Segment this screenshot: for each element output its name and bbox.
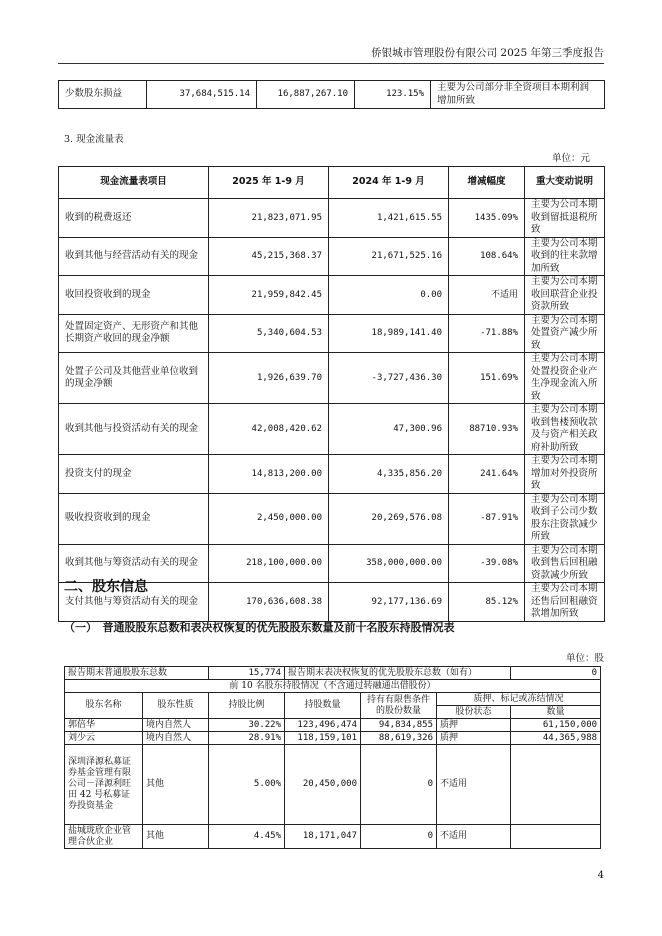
col-header-pledge: 质押、标记或冻结情况 — [437, 693, 601, 706]
holding-qty: 18,171,047 — [285, 825, 361, 849]
change-rate: 85.12% — [449, 583, 525, 622]
page-number: 4 — [597, 870, 604, 881]
shareholder-rows — [65, 719, 601, 849]
change-rate: 241.64% — [449, 455, 525, 494]
total-holders-label: 报告期末普通股股东总数 — [65, 667, 209, 680]
table-row — [65, 745, 601, 825]
change-rate: -71.88% — [449, 314, 525, 353]
table-row — [59, 353, 605, 404]
change-rate: 151.69% — [449, 353, 525, 404]
value-2024: 47,300.96 — [329, 404, 449, 455]
table-row — [59, 276, 605, 315]
col-header-change: 增减幅度 — [449, 167, 525, 199]
change-reason: 主要为公司本期收到留抵退税所致 — [525, 199, 605, 238]
holding-qty: 20,450,000 — [285, 745, 361, 825]
row-item: 收到其他与筹资活动有关的现金 — [59, 544, 209, 583]
col-header-qty: 持股数量 — [285, 693, 361, 719]
restricted-qty: 0 — [361, 745, 437, 825]
change-rate: -39.08% — [449, 544, 525, 583]
row-item: 处置固定资产、无形资产和其他长期资产收回的现金净额 — [59, 314, 209, 353]
change-rate: -87.91% — [449, 493, 525, 544]
col-header-restricted: 持有有限售条件的股份数量 — [361, 693, 437, 719]
table-row — [59, 404, 605, 455]
holding-qty: 123,496,474 — [285, 719, 361, 732]
top10-caption: 前 10 名股东持股情况（不含通过转融通出借股份） — [65, 680, 601, 693]
change-reason: 主要为公司本期收到子公司少数股东注资款减少所致 — [525, 493, 605, 544]
cashflow-unit: 单位：元 — [551, 153, 590, 164]
row-item: 处置子公司及其他营业单位收到的现金净额 — [59, 353, 209, 404]
value-2025: 42,008,420.62 — [209, 404, 329, 455]
value-2024: 20,269,576.08 — [329, 493, 449, 544]
row-item: 收回投资收到的现金 — [59, 276, 209, 315]
value-2024: 0.00 — [329, 276, 449, 315]
col-header-item: 现金流量表项目 — [59, 167, 209, 199]
table-row — [59, 314, 605, 353]
table-row — [65, 719, 601, 732]
col-header-2025: 2025 年 1-9 月 — [209, 167, 329, 199]
pledge-status: 质押 — [437, 732, 511, 745]
row-item: 收到的税费返还 — [59, 199, 209, 238]
change-reason: 主要为公司本期收到售楼预收款及与资产相关政府补助所致 — [525, 404, 605, 455]
restricted-qty: 0 — [361, 825, 437, 849]
change-reason: 主要为公司本期处置投资企业产生净现金流入所致 — [525, 353, 605, 404]
table-row — [59, 493, 605, 544]
row-item: 收到其他与投资活动有关的现金 — [59, 404, 209, 455]
table-row — [65, 732, 601, 745]
change-reason: 主要为公司本期收到售后回租融资款减少所致 — [525, 544, 605, 583]
holding-ratio: 5.00% — [209, 745, 285, 825]
pledge-count: 61,150,000 — [511, 719, 601, 732]
shareholder-table — [64, 666, 601, 849]
col-header-reason: 重大变动说明 — [525, 167, 605, 199]
shareholder-name: 刘少云 — [65, 732, 143, 745]
change-rate: 123.15% — [355, 81, 431, 109]
value-2024: 4,335,856.20 — [329, 455, 449, 494]
table-row — [59, 237, 605, 276]
shareholder-name: 盐城珑欣企业管理合伙企业 — [65, 825, 143, 849]
pref-holders-label: 报告期末表决权恢复的优先股股东总数（如有） — [285, 667, 511, 680]
cashflow-table — [58, 166, 605, 622]
total-holders-value: 15,774 — [209, 667, 285, 680]
value-2024: 358,000,000.00 — [329, 544, 449, 583]
row-item: 收到其他与经营活动有关的现金 — [59, 237, 209, 276]
value-2025: 2,450,000.00 — [209, 493, 329, 544]
change-reason: 主要为公司本期收到的往来款增加所致 — [525, 237, 605, 276]
col-header-status: 股份状态 — [437, 706, 511, 719]
row-label: 少数股东损益 — [59, 81, 147, 109]
table-row — [65, 825, 601, 849]
value-2025: 37,684,515.14 — [147, 81, 257, 109]
shareholder-unit: 单位：股 — [565, 653, 604, 664]
header-title: 侨银城市管理股份有限公司 2025 年第三季度报告 — [371, 47, 604, 59]
table-row — [65, 680, 601, 693]
shareholder-nature: 其他 — [143, 825, 209, 849]
table-header-row — [59, 167, 605, 199]
col-header-ratio: 持股比例 — [209, 693, 285, 719]
value-2025: 45,215,368.37 — [209, 237, 329, 276]
subsection-title: （一） 普通股股东总数和表决权恢复的优先股股东数量及前十名股东持股情况表 — [64, 621, 455, 634]
value-2024: 18,989,141.40 — [329, 314, 449, 353]
value-2025: 5,340,604.53 — [209, 314, 329, 353]
table-row — [59, 455, 605, 494]
pledge-status: 不适用 — [437, 825, 511, 849]
value-2024: 16,887,267.10 — [257, 81, 355, 109]
change-reason: 主要为公司本期收回联营企业投资款所致 — [525, 276, 605, 315]
pledge-count: 44,365,988 — [511, 732, 601, 745]
header-rule — [58, 63, 604, 64]
change-rate: 88710.93% — [449, 404, 525, 455]
value-2025: 21,823,071.95 — [209, 199, 329, 238]
holding-ratio: 4.45% — [209, 825, 285, 849]
restricted-qty: 94,834,855 — [361, 719, 437, 732]
col-header-count: 数量 — [511, 706, 601, 719]
value-2024: 1,421,615.55 — [329, 199, 449, 238]
table-header-row — [65, 693, 601, 706]
row-item: 吸收投资收到的现金 — [59, 493, 209, 544]
table-row — [59, 199, 605, 238]
change-reason: 主要为公司部分非全资项目本期利润增加所致 — [431, 81, 605, 109]
col-header-name: 股东名称 — [65, 693, 143, 719]
change-rate: 108.64% — [449, 237, 525, 276]
holding-ratio: 30.22% — [209, 719, 285, 732]
pref-holders-value: 0 — [511, 667, 601, 680]
pledge-status: 不适用 — [437, 745, 511, 825]
cashflow-section-title: 3. 现金流量表 — [64, 134, 124, 145]
row-item: 投资支付的现金 — [59, 455, 209, 494]
row-item: 支付其他与筹资活动有关的现金 — [59, 583, 209, 622]
value-2025: 21,959,842.45 — [209, 276, 329, 315]
value-2024: 21,671,525.16 — [329, 237, 449, 276]
cashflow-rows — [59, 199, 605, 622]
value-2025: 170,636,608.38 — [209, 583, 329, 622]
shareholder-nature: 境内自然人 — [143, 732, 209, 745]
minority-table — [58, 80, 605, 109]
value-2025: 14,813,200.00 — [209, 455, 329, 494]
restricted-qty: 88,619,326 — [361, 732, 437, 745]
shareholder-nature: 其他 — [143, 745, 209, 825]
value-2024: 92,177,136.69 — [329, 583, 449, 622]
change-reason: 主要为公司本期增加对外投资所致 — [525, 455, 605, 494]
pledge-status: 质押 — [437, 719, 511, 732]
pledge-count — [511, 745, 601, 825]
col-header-nature: 股东性质 — [143, 693, 209, 719]
pledge-count — [511, 825, 601, 849]
section-title: 二、股东信息 — [64, 579, 148, 595]
table-row — [65, 667, 601, 680]
value-2025: 1,926,639.70 — [209, 353, 329, 404]
table-row — [59, 81, 605, 109]
value-2025: 218,100,000.00 — [209, 544, 329, 583]
holding-ratio: 28.91% — [209, 732, 285, 745]
change-reason: 主要为公司本期还售后回租融资款增加所致 — [525, 583, 605, 622]
change-reason: 主要为公司本期处置资产减少所致 — [525, 314, 605, 353]
value-2024: -3,727,436.30 — [329, 353, 449, 404]
shareholder-nature: 境内自然人 — [143, 719, 209, 732]
shareholder-name: 郭倍华 — [65, 719, 143, 732]
holding-qty: 118,159,101 — [285, 732, 361, 745]
change-rate: 不适用 — [449, 276, 525, 315]
change-rate: 1435.09% — [449, 199, 525, 238]
col-header-2024: 2024 年 1-9 月 — [329, 167, 449, 199]
shareholder-name: 深圳泽源私募证券基金管理有限公司－泽源利旺田 42 号私募证券投资基金 — [65, 745, 143, 825]
